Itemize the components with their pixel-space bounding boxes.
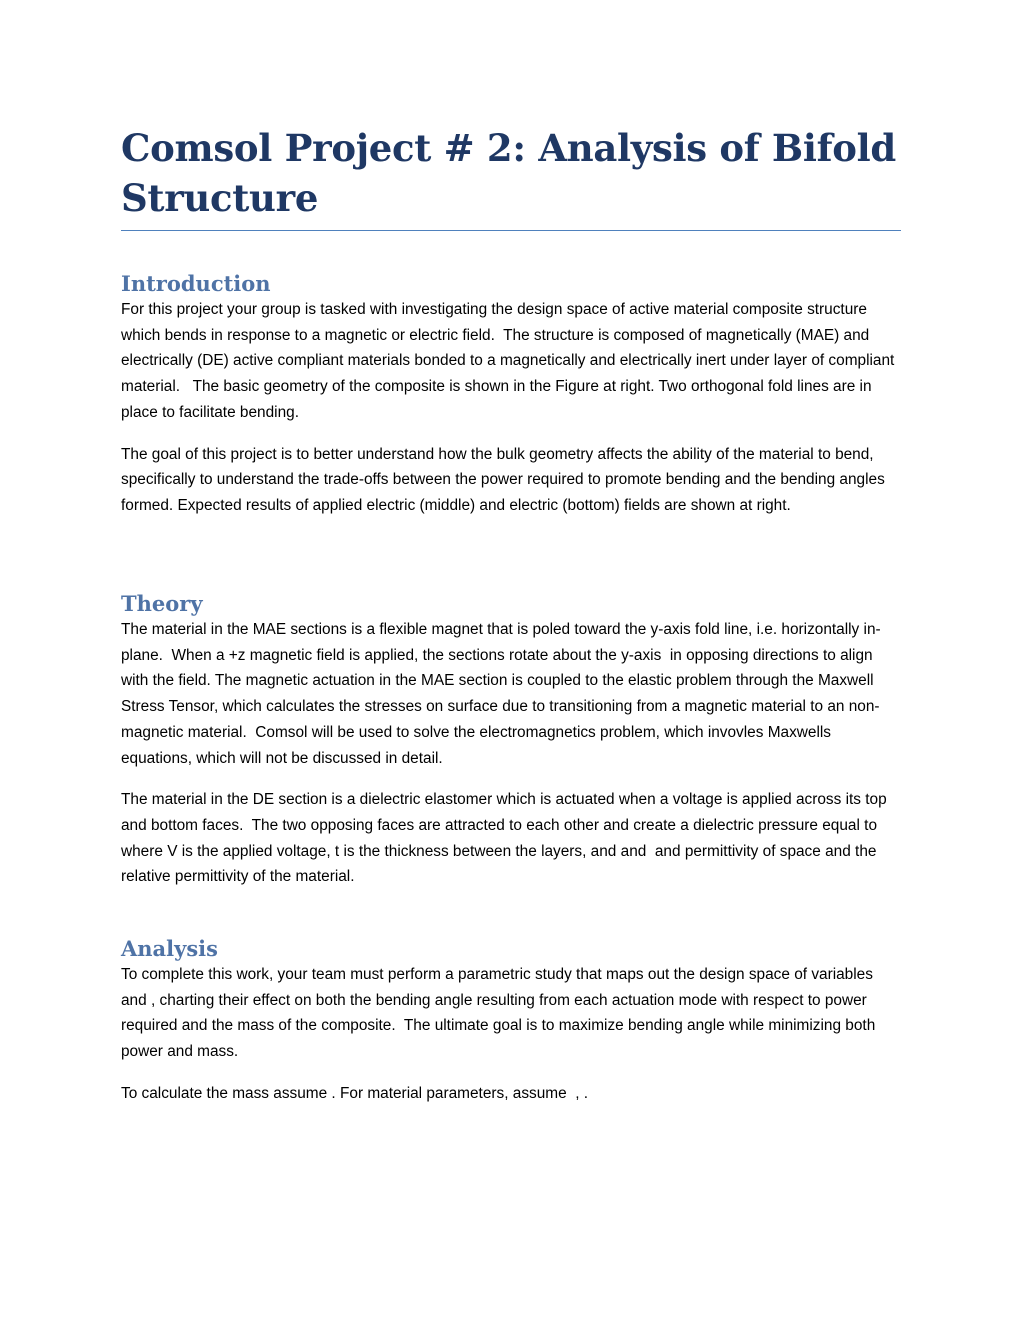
title-divider xyxy=(121,230,901,231)
theory-heading: Theory xyxy=(121,591,203,616)
document-title: Comsol Project # 2: Analysis of Bifold Structure xyxy=(121,126,896,220)
introduction-paragraph-2: The goal of this project is to better understand how the bulk geometry affects the ability of the material to bend, specifically to understand the trade-offs between the power required to promote bending and the bending angles formed. Expected results of applied electric (middle) and electric (bottom) fields are shown at right. xyxy=(121,445,890,514)
document-page xyxy=(121,123,901,1102)
theory-paragraph-1: The material in the MAE sections is a flexible magnet that is poled toward the y-axis fold line, i.e. horizontally in-plane. When a +z magnetic field is applied, the sections rotate about the y-axis in opposing directions to align with the field. The magnetic actuation in the MAE section is coupled to the elastic problem through the Maxwell Stress Tensor, which calculates the stresses on surface due to transitioning from a magnetic material to an non-magnetic material. Comsol will be used to solve the electromagnetics problem, which invovles Maxwells equations, which will not be discussed in detail. xyxy=(121,621,881,767)
analysis-paragraph-1: To complete this work, your team must perform a parametric study that maps out the design space of variables and , charting their effect on both the bending angle resulting from each actuation mode with respect to power required and the mass of the composite. The ultimate goal is to maximize bending angle while minimizing both power and mass. xyxy=(121,966,882,1061)
analysis-section xyxy=(121,936,901,1107)
theory-section xyxy=(121,591,901,890)
introduction-paragraph-1: For this project your group is tasked with investigating the design space of active material composite structure which bends in response to a magnetic or electric field. The structure is composed of magnetically (MAE) and electrically (DE) active compliant materials bonded to a magnetically and electrically inert under layer of compliant material. The basic geometry of the composite is shown in the Figure at right. Two orthogonal fold lines are in place to facilitate bending. xyxy=(121,301,899,421)
analysis-heading: Analysis xyxy=(121,936,218,961)
introduction-heading: Introduction xyxy=(121,271,271,296)
introduction-section xyxy=(121,271,901,519)
theory-paragraph-2: The material in the DE section is a dielectric elastomer which is actuated when a voltage is applied across its top and bottom faces. The two opposing faces are attracted to each other and create a dielectric pressure equal to where V is the applied voltage, t is the thickness between the layers, and and and permittivity of space and the relative permittivity of the material. xyxy=(121,791,891,886)
analysis-paragraph-2: To calculate the mass assume . For material parameters, assume , . xyxy=(121,1084,589,1102)
